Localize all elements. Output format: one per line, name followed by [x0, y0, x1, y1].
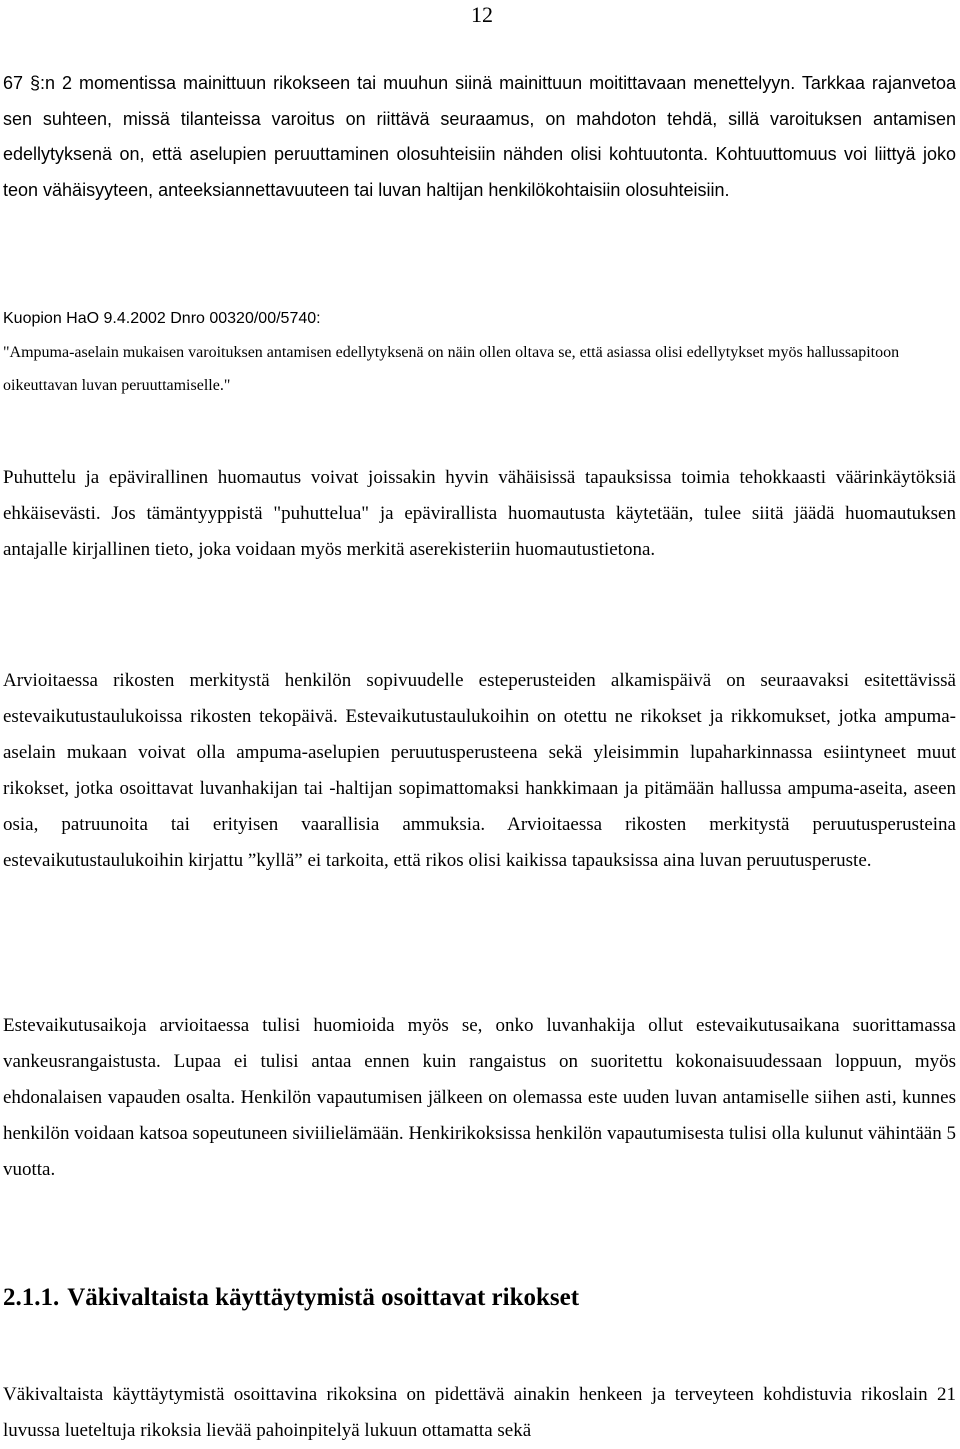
paragraph-firearm-warning: 67 §:n 2 momentissa mainittuun rikokseen tai muuhun siinä mainittuun moitittavaan menettelyyn. Tarkkaa rajanvetoa sen suhteen, missä tilanteissa varoitus on riittävä seuraamus, on mahdoton tehdä, sillä varoituksen antamisen edellytyksenä on, että aselupien peruuttaminen olosuhteisiin nähden olisi kohtuutonta. Kohtuuttomuus voi liittyä joko teon vähäisyyteen, anteeksiannettavuuteen tai luvan haltijan henkilökohtaisiin olosuhteisiin. [3, 73, 956, 200]
paragraph-impediment-periods: Estevaikutusaikoja arvioitaessa tulisi huomioida myös se, onko luvanhakija ollut estevaikutusaikana suorittamassa vankeusrangaistusta. Lupaa ei tulisi antaa ennen kuin rangaistus on suoritettu kokonaisuudessaan loppuun, myös ehdonalaisen vapauden osalta. Henkilön vapautumisen jälkeen on olemassa este uuden luvan antamiselle siihen asti, kunnes henkilön voidaan katsoa sopeutuneen siviilielämään. Henkirikoksissa henkilön vapautumisesta tulisi olla kulunut vähintään 5 vuotta. [3, 1015, 956, 1180]
section-number: 2.1.1. [3, 1284, 60, 1311]
citation-quote: "Ampuma-aselain mukaisen varoituksen antamisen edellytyksenä on näin ollen oltava se, että asiassa olisi edellytykset myös hallussapitoon oikeuttavan luvan peruuttamiselle." [3, 344, 900, 394]
citation-reference: Kuopion HaO 9.4.2002 Dnro 00320/00/5740: [3, 310, 321, 327]
section-heading [3, 1280, 579, 1316]
page-number: 12 [471, 2, 493, 27]
paragraph-informal-remark: Puhuttelu ja epävirallinen huomautus voivat joissakin hyvin vähäisissä tapauksissa toimia tehokkaasti väärinkäytöksiä ehkäisevästi. Jos tämäntyyppistä "puhuttelua" ja epävirallista huomautusta käytetään, tulee siitä jäädä huomautuksen antajalle kirjallinen tieto, joka voidaan myös merkitä aserekisteriin huomautustietona. [3, 467, 956, 560]
section-title: Väkivaltaista käyttäytymistä osoittavat rikokset [67, 1284, 580, 1311]
paragraph-offence-assessment: Arvioitaessa rikosten merkitystä henkilön sopivuudelle esteperusteiden alkamispäivä on seuraavaksi esitettävissä estevaikutustaulukoissa rikosten tekopäivä. Estevaikutustaulukoihin on otettu ne rikokset ja rikkomukset, jotka ampuma-aselain mukaan voivat olla ampuma-aselupien peruutusperusteena sekä yleisimmin lupaharkinnassa esiintyneet muut rikokset, jotka osoittavat luvanhakijan tai -haltijan sopimattomaksi hankkimaan ja pitämään hallussa ampuma-aseita, aseen osia, patruunoita tai erityisen vaarallisia ammuksia. Arvioitaessa rikosten merkitystä peruutusperusteina estevaikutustaulukoihin kirjattu ”kyllä” ei tarkoita, että rikos olisi kaikissa tapauksissa aina luvan peruutusperuste. [3, 670, 956, 871]
paragraph-violent-offences: Väkivaltaista käyttäytymistä osoittavina rikoksina on pidettävä ainakin henkeen ja terveyteen kohdistuvia rikoslain 21 luvussa lueteltuja rikoksia lievää pahoinpitelyä lukuun ottamatta sekä [3, 1384, 956, 1441]
